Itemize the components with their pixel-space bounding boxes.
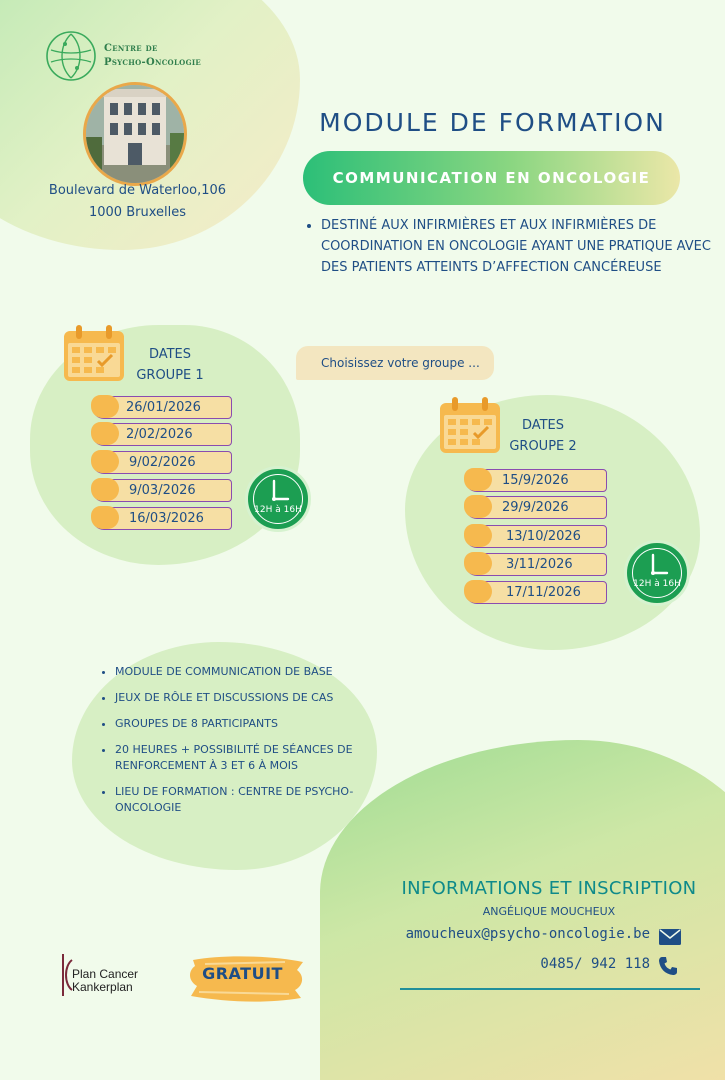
contact-divider: [400, 988, 700, 990]
contact-phone-link[interactable]: 0485/ 942 118: [540, 956, 650, 972]
group1-date-2: [92, 423, 232, 446]
group1-date-text: 26/01/2026: [126, 400, 201, 415]
group1-title-line1: DATES: [148, 347, 192, 362]
group1-date-text: 2/02/2026: [126, 427, 193, 442]
clock-icon: [649, 553, 671, 577]
address: [40, 180, 235, 224]
group1-date-4: [92, 479, 232, 502]
group-chooser-note: Choisissez votre groupe ...: [296, 346, 494, 380]
group1-date-text: 9/02/2026: [129, 455, 196, 470]
course-title-banner: [303, 151, 680, 205]
group2-title-line1: DATES: [521, 418, 565, 433]
target-audience-item: • DESTINÉ AUX INFIRMIÈRES ET AUX INFIRMIÈRES DE COORDINATION EN ONCOLOGIE AYANT UNE PRATIQUE AVEC DES PATIENTS ATTEINTS D’AFFECTION CANCÉREUSE: [321, 215, 721, 278]
group1-title: [125, 344, 215, 386]
group1-date-1: [92, 396, 232, 419]
leaf-logo-icon: [45, 30, 97, 82]
clock-icon: [270, 479, 292, 503]
contact-email-link[interactable]: amoucheux@psycho-oncologie.be: [405, 926, 650, 942]
address-city: 1000 Bruxelles: [88, 205, 186, 220]
phone-icon: [658, 956, 678, 976]
feature-item: • GROUPES DE 8 PARTICIPANTS: [115, 716, 400, 732]
group1-title-line2: GROUPE 1: [136, 368, 204, 383]
brand-name: [104, 42, 201, 70]
group2-date-text: 17/11/2026: [506, 585, 581, 600]
brand-name-line1: Centre de: [104, 43, 158, 54]
group2-date-4: [465, 553, 607, 576]
group2-date-5: [465, 581, 607, 604]
plan-cancer-line2: Kankerplan: [72, 980, 133, 994]
group2-date-text: 15/9/2026: [502, 473, 569, 488]
page-title: MODULE DE FORMATION: [319, 108, 666, 137]
brand-name-line2: Psycho-Oncologie: [104, 57, 202, 68]
plan-cancer-logo: [60, 952, 170, 1000]
group2-date-2: [465, 496, 607, 519]
feature-item: • 20 HEURES + POSSIBILITÉ DE SÉANCES DE RENFORCEMENT À 3 ET 6 À MOIS: [115, 742, 400, 774]
group2-title: [498, 415, 588, 457]
course-title: COMMUNICATION EN ONCOLOGIE: [332, 169, 651, 187]
group1-date-3: [92, 451, 232, 474]
calendar-icon: [438, 395, 502, 455]
group1-hours-badge: [245, 466, 311, 532]
group2-title-line2: GROUPE 2: [509, 439, 577, 454]
address-street: Boulevard de Waterloo,106: [48, 183, 227, 198]
building-photo: [83, 82, 187, 186]
mail-icon: [658, 928, 682, 946]
group2-hours: 12H à 16H: [633, 579, 681, 589]
group2-date-3: [465, 525, 607, 548]
group2-date-text: 3/11/2026: [506, 557, 573, 572]
calendar-icon: [62, 323, 126, 383]
group2-date-text: 13/10/2026: [506, 529, 581, 544]
feature-item: • MODULE DE COMMUNICATION DE BASE: [115, 664, 400, 680]
contact-name: ANGÉLIQUE MOUCHEUX: [482, 905, 616, 918]
group1-date-text: 16/03/2026: [129, 511, 204, 526]
group1-date-text: 9/03/2026: [129, 483, 196, 498]
contact-title: INFORMATIONS ET INSCRIPTION: [401, 878, 697, 899]
group2-date-text: 29/9/2026: [502, 500, 569, 515]
feature-item: • LIEU DE FORMATION : CENTRE DE PSYCHO-ONCOLOGIE: [115, 784, 400, 816]
group2-hours-badge: [624, 540, 690, 606]
feature-item: • JEUX DE RÔLE ET DISCUSSIONS DE CAS: [115, 690, 400, 706]
group1-hours: 12H à 16H: [254, 505, 302, 515]
group2-date-1: [465, 469, 607, 492]
group1-date-5: [92, 507, 232, 530]
target-audience-list: [303, 215, 721, 278]
plan-cancer-line1: Plan Cancer: [72, 967, 139, 981]
features-list: [98, 664, 400, 826]
free-label: GRATUIT: [202, 964, 283, 983]
